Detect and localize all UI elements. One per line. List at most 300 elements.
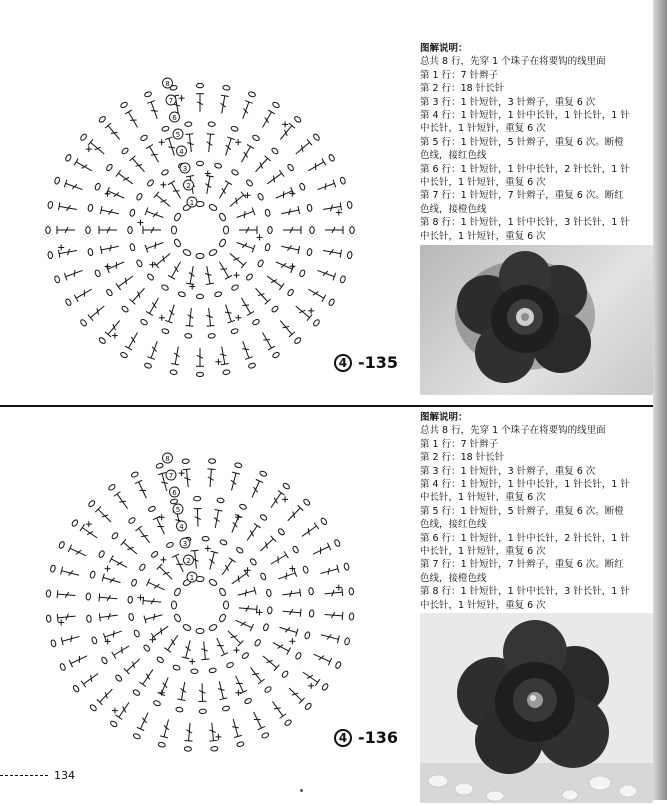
- chain-stitch-symbol: [197, 372, 204, 376]
- notes-line: 第 5 行：1 针短针，5 针辫子，重复 6 次。断橙: [420, 505, 653, 518]
- double-crochet-symbol: [168, 181, 184, 201]
- chain-stitch-symbol: [239, 503, 247, 510]
- diagram-id-circle: 4: [334, 354, 352, 372]
- double-crochet-symbol: [301, 669, 320, 686]
- chain-stitch-symbol: [257, 193, 264, 201]
- double-crochet-symbol: [222, 303, 235, 323]
- single-crochet-symbol: [138, 220, 144, 226]
- single-crochet-symbol: [112, 333, 118, 339]
- notes-line: 中长针，1 针短针，重复 6 次: [420, 491, 653, 504]
- single-crochet-symbol: [235, 690, 241, 696]
- single-crochet-symbol: [179, 470, 185, 476]
- chain-stitch-symbol: [231, 284, 239, 291]
- chain-stitch-symbol: [121, 147, 129, 155]
- double-crochet-symbol: [274, 187, 294, 202]
- chain-stitch-symbol: [120, 101, 128, 108]
- chain-stitch-symbol: [54, 177, 61, 185]
- chain-stitch-symbol: [264, 686, 272, 694]
- single-crochet-symbol: [159, 315, 165, 321]
- chain-stitch-symbol: [153, 700, 161, 707]
- chain-stitch-symbol: [347, 201, 353, 209]
- double-crochet-symbol: [74, 158, 94, 174]
- chain-stitch-symbol: [128, 613, 134, 621]
- round-marker-label: 8: [165, 80, 169, 88]
- chain-stitch-symbol: [196, 254, 204, 259]
- single-crochet-symbol: [234, 647, 240, 653]
- chain-stitch-symbol: [106, 163, 114, 171]
- chain-stitch-symbol: [268, 227, 272, 234]
- diagram-id-number: -136: [358, 728, 398, 747]
- double-crochet-symbol: [203, 176, 214, 195]
- chain-stitch-symbol: [340, 275, 347, 283]
- double-crochet-symbol: [196, 348, 204, 366]
- double-crochet-symbol: [293, 303, 312, 321]
- chain-stitch-symbol: [184, 746, 191, 751]
- chain-stitch-symbol: [72, 685, 80, 693]
- chain-stitch-symbol: [144, 362, 152, 369]
- chain-stitch-symbol: [226, 662, 234, 669]
- chain-stitch-symbol: [197, 83, 204, 87]
- chain-stitch-symbol: [249, 558, 257, 566]
- notes-line: 总共 8 行，先穿 1 个珠子在将要钩的线里面: [420, 55, 653, 68]
- chain-stitch-symbol: [128, 227, 132, 234]
- double-crochet-symbol: [239, 340, 253, 360]
- double-crochet-symbol: [129, 286, 147, 305]
- double-crochet-symbol: [151, 623, 170, 640]
- single-crochet-symbol: [189, 659, 195, 665]
- double-crochet-symbol: [234, 617, 254, 632]
- chain-stitch-symbol: [266, 589, 272, 597]
- double-crochet-symbol: [139, 667, 156, 686]
- round-marker-label: 5: [176, 506, 180, 514]
- chain-stitch-symbol: [151, 550, 159, 558]
- chain-stitch-symbol: [307, 248, 313, 256]
- chain-stitch-symbol: [176, 707, 184, 713]
- chain-stitch-symbol: [128, 517, 136, 525]
- chain-stitch-symbol: [86, 227, 90, 234]
- double-crochet-symbol: [227, 250, 246, 268]
- chain-stitch-symbol: [146, 273, 154, 281]
- single-crochet-symbol: [256, 609, 262, 615]
- round-marker: [170, 112, 180, 122]
- round-marker-label: 1: [190, 574, 194, 582]
- chain-stitch-symbol: [139, 563, 147, 571]
- double-crochet-symbol: [324, 588, 343, 598]
- flower-photo-136: [420, 613, 653, 803]
- chain-stitch-symbol: [211, 746, 218, 751]
- double-crochet-symbol: [215, 680, 227, 699]
- double-crochet-symbol: [112, 642, 132, 658]
- chain-stitch-symbol: [271, 305, 279, 313]
- double-crochet-symbol: [57, 612, 76, 622]
- chain-stitch-symbol: [166, 541, 174, 548]
- print-dot: [300, 789, 303, 792]
- single-crochet-symbol: [86, 146, 92, 152]
- notes-line: 中长针，1 针短针，重复 6 次: [420, 122, 653, 135]
- chain-stitch-symbol: [344, 637, 350, 645]
- chain-stitch-symbol: [136, 193, 143, 201]
- chain-stitch-symbol: [350, 227, 354, 234]
- chain-stitch-symbol: [133, 629, 140, 637]
- chain-stitch-symbol: [294, 115, 302, 123]
- single-crochet-symbol: [308, 683, 314, 689]
- chain-stitch-symbol: [328, 298, 335, 306]
- chain-stitch-symbol: [263, 623, 269, 631]
- chain-stitch-symbol: [303, 498, 311, 506]
- double-crochet-symbol: [277, 318, 295, 337]
- chain-stitch-symbol: [197, 294, 204, 298]
- chain-stitch-symbol: [347, 251, 353, 259]
- chain-stitch-symbol: [101, 656, 108, 664]
- chain-stitch-symbol: [161, 328, 169, 334]
- double-crochet-symbol: [61, 567, 80, 579]
- single-crochet-symbol: [308, 308, 314, 314]
- notes-line: 中长针，1 针短针，重复 6 次: [420, 599, 653, 612]
- double-crochet-symbol: [186, 265, 197, 284]
- chain-stitch-symbol: [219, 539, 227, 545]
- double-crochet-symbol: [165, 303, 178, 323]
- chain-stitch-symbol: [91, 636, 97, 644]
- double-crochet-symbol: [316, 180, 336, 194]
- double-crochet-symbol: [216, 181, 232, 201]
- single-crochet-symbol: [205, 545, 211, 551]
- double-crochet-symbol: [248, 479, 263, 499]
- chain-stitch-symbol: [224, 226, 229, 234]
- chain-stitch-symbol: [261, 732, 269, 739]
- double-crochet-symbol: [283, 226, 301, 234]
- double-crochet-symbol: [265, 170, 284, 187]
- chain-stitch-symbol: [136, 259, 143, 267]
- chain-stitch-symbol: [161, 169, 169, 176]
- chain-stitch-symbol: [321, 683, 329, 691]
- double-crochet-symbol: [205, 134, 215, 153]
- chain-stitch-symbol: [254, 639, 262, 647]
- chain-stitch-symbol: [65, 298, 72, 306]
- double-crochet-symbol: [244, 523, 261, 542]
- double-crochet-symbol: [312, 651, 332, 666]
- chain-stitch-symbol: [129, 243, 135, 251]
- chain-stitch-symbol: [313, 133, 321, 141]
- round-marker-label: 3: [183, 165, 187, 173]
- double-crochet-symbol: [219, 558, 236, 577]
- chain-stitch-symbol: [88, 248, 94, 256]
- chain-stitch-symbol: [172, 226, 177, 234]
- chain-stitch-symbol: [182, 459, 189, 464]
- chain-stitch-symbol: [245, 179, 253, 187]
- round-marker-label: 3: [183, 540, 187, 548]
- double-crochet-symbol: [145, 239, 165, 253]
- chain-stitch-symbol: [260, 572, 267, 580]
- double-crochet-symbol: [282, 589, 301, 599]
- chain-stitch-symbol: [132, 689, 140, 697]
- chain-stitch-symbol: [223, 85, 231, 91]
- footer-dashed-rule: [0, 775, 48, 776]
- chain-stitch-symbol: [281, 670, 289, 678]
- double-crochet-symbol: [250, 710, 265, 730]
- round-marker: [173, 504, 183, 514]
- chain-stitch-symbol: [320, 517, 328, 525]
- pattern-section-136: [0, 405, 653, 805]
- notes-line: 第 7 行：1 针短针，7 针辫子，重复 6 次。断红: [420, 558, 653, 571]
- round-marker: [177, 146, 187, 156]
- chain-stitch-symbol: [222, 706, 230, 712]
- double-crochet-symbol: [203, 265, 214, 284]
- round-marker-label: 8: [165, 455, 169, 463]
- chain-stitch-symbol: [194, 496, 201, 501]
- single-crochet-symbol: [215, 359, 221, 365]
- single-crochet-symbol: [336, 585, 342, 591]
- double-crochet-symbol: [222, 137, 235, 157]
- chain-stitch-symbol: [111, 532, 119, 540]
- chain-stitch-symbol: [241, 652, 249, 660]
- notes-line: 中长针，1 针短针，重复 6 次: [420, 545, 653, 558]
- diagram-id-circle: 4: [334, 729, 352, 747]
- chain-stitch-symbol: [231, 126, 239, 132]
- chain-stitch-symbol: [217, 498, 225, 504]
- double-crochet-symbol: [208, 722, 218, 741]
- chain-stitch-symbol: [208, 203, 217, 211]
- single-crochet-symbol: [105, 566, 111, 572]
- single-crochet-symbol: [112, 708, 118, 714]
- chain-stitch-symbol: [185, 122, 192, 127]
- chain-stitch-symbol: [121, 305, 129, 313]
- double-crochet-symbol: [165, 137, 178, 157]
- double-crochet-symbol: [64, 180, 84, 194]
- single-crochet-symbol: [160, 182, 166, 188]
- double-crochet-symbol: [218, 95, 229, 114]
- chain-stitch-symbol: [309, 610, 314, 617]
- notes-line: 第 4 行：1 针短针，1 针中长针，1 针长针，1 针: [420, 109, 653, 122]
- diagram-id-136: [334, 728, 398, 747]
- double-crochet-symbol: [146, 296, 162, 316]
- chain-stitch-symbol: [244, 698, 252, 705]
- chain-stitch-symbol: [335, 661, 342, 669]
- double-crochet-symbol: [282, 607, 301, 616]
- double-crochet-symbol: [168, 260, 184, 280]
- chain-stitch-symbol: [65, 154, 72, 162]
- double-crochet-symbol: [99, 611, 118, 621]
- chain-stitch-symbol: [218, 238, 226, 247]
- notes-line: 总共 8 行，先穿 1 个珠子在将要钩的线里面: [420, 424, 653, 437]
- double-crochet-symbol: [157, 564, 175, 582]
- double-crochet-symbol: [153, 516, 168, 536]
- double-crochet-symbol: [259, 330, 275, 350]
- double-crochet-symbol: [285, 505, 303, 523]
- chain-stitch-symbol: [197, 161, 204, 165]
- chain-stitch-symbol: [248, 362, 256, 369]
- chain-stitch-symbol: [173, 212, 181, 221]
- notes-line: 色线，接红色线: [420, 518, 653, 531]
- chain-stitch-symbol: [173, 664, 181, 670]
- double-crochet-symbol: [238, 145, 254, 165]
- double-crochet-symbol: [106, 258, 126, 273]
- double-crochet-symbol: [81, 670, 100, 687]
- chain-stitch-symbol: [257, 259, 264, 267]
- chain-stitch-symbol: [267, 607, 272, 614]
- chain-stitch-symbol: [208, 122, 215, 127]
- double-crochet-symbol: [324, 610, 343, 619]
- chain-stitch-symbol: [294, 337, 302, 345]
- double-crochet-symbol: [228, 472, 240, 491]
- chain-stitch-symbol: [173, 613, 181, 622]
- notes-title: 图解说明：: [420, 42, 653, 55]
- chain-stitch-symbol: [88, 500, 96, 508]
- double-crochet-symbol: [68, 545, 88, 560]
- chain-stitch-symbol: [214, 163, 222, 169]
- chain-stitch-symbol: [98, 337, 106, 345]
- double-crochet-symbol: [235, 239, 255, 253]
- single-crochet-symbol: [235, 139, 241, 145]
- chain-stitch-symbol: [71, 519, 79, 527]
- double-crochet-symbol: [278, 624, 298, 637]
- page-number: 134: [54, 769, 75, 782]
- double-crochet-symbol: [116, 273, 135, 290]
- chain-stitch-symbol: [148, 505, 156, 512]
- notes-line: 第 2 行：18 针长针: [420, 451, 653, 464]
- chain-stitch-symbol: [259, 470, 267, 477]
- chain-stitch-symbol: [248, 91, 256, 98]
- single-crochet-symbol: [336, 210, 342, 216]
- double-crochet-symbol: [239, 604, 258, 613]
- notes-line: 第 7 行：1 针短针，7 针辫子，重复 6 次。断红: [420, 189, 653, 202]
- round-marker: [187, 197, 197, 207]
- chain-stitch-symbol: [265, 243, 271, 251]
- notes-line: 色线，接红色线: [420, 149, 653, 162]
- notes-line: 第 1 行：7 针辫子: [420, 438, 653, 451]
- chain-stitch-symbol: [271, 147, 279, 155]
- chain-stitch-symbol: [86, 615, 91, 623]
- chain-stitch-symbol: [182, 248, 191, 256]
- notes-line: 第 5 行：1 针短针，5 针辫子，重复 6 次。断橙: [420, 136, 653, 149]
- chain-stitch-symbol: [272, 101, 280, 108]
- double-crochet-symbol: [286, 685, 304, 703]
- round-marker-label: 5: [176, 131, 180, 139]
- chain-stitch-symbol: [196, 629, 204, 634]
- chain-stitch-symbol: [310, 227, 314, 234]
- double-crochet-symbol: [143, 226, 161, 234]
- double-crochet-symbol: [277, 123, 295, 142]
- chain-stitch-symbol: [299, 269, 306, 277]
- round-marker: [187, 572, 197, 582]
- chain-stitch-symbol: [259, 514, 267, 522]
- double-crochet-symbol: [64, 267, 84, 281]
- chain-stitch-symbol: [173, 238, 181, 247]
- chain-stitch-symbol: [46, 590, 51, 597]
- double-crochet-symbol: [147, 579, 167, 594]
- round-marker-label: 6: [172, 114, 177, 122]
- double-crochet-symbol: [238, 296, 254, 316]
- double-crochet-symbol: [277, 569, 297, 583]
- chain-stitch-symbol: [191, 669, 198, 674]
- double-crochet-symbol: [105, 123, 123, 142]
- chain-stitch-symbol: [252, 318, 260, 325]
- chain-stitch-symbol: [161, 126, 169, 132]
- double-crochet-symbol: [185, 723, 194, 742]
- chain-stitch-symbol: [307, 204, 313, 212]
- notes-line: 色线，接橙色线: [420, 203, 653, 216]
- chain-stitch-symbol: [272, 351, 280, 358]
- double-crochet-symbol: [205, 308, 215, 327]
- chain-stitch-symbol: [46, 615, 51, 622]
- double-crochet-symbol: [95, 506, 113, 524]
- chain-stitch-symbol: [120, 351, 128, 358]
- single-crochet-symbol: [235, 315, 241, 321]
- chain-stitch-symbol: [170, 369, 178, 375]
- double-crochet-symbol: [239, 101, 253, 121]
- notes-title: 图解说明：: [420, 411, 653, 424]
- double-crochet-symbol: [311, 543, 331, 558]
- double-crochet-symbol: [137, 711, 152, 731]
- notes-line: 第 6 行：1 针短针，1 针中长针，2 针长针，1 针: [420, 163, 653, 176]
- chain-stitch-symbol: [245, 273, 253, 281]
- flower-photo-135: [420, 245, 653, 395]
- single-crochet-symbol: [282, 496, 288, 502]
- double-crochet-symbol: [247, 665, 264, 684]
- double-crochet-symbol: [306, 158, 326, 174]
- chain-stitch-symbol: [340, 177, 347, 185]
- chain-stitch-symbol: [106, 288, 114, 296]
- round-marker-label: 4: [179, 148, 184, 156]
- chain-stitch-symbol: [304, 702, 312, 710]
- chain-stitch-symbol: [131, 471, 139, 478]
- chain-stitch-symbol: [110, 720, 118, 728]
- chain-stitch-symbol: [218, 613, 226, 622]
- round-marker: [166, 470, 176, 480]
- chain-stitch-symbol: [224, 601, 229, 609]
- round-marker: [180, 538, 190, 548]
- chain-stitch-symbol: [252, 134, 260, 141]
- chain-stitch-symbol: [172, 601, 177, 609]
- double-crochet-symbol: [196, 94, 204, 112]
- double-crochet-symbol: [88, 303, 107, 321]
- double-crochet-symbol: [135, 480, 150, 500]
- single-crochet-symbol: [234, 272, 240, 278]
- double-crochet-symbol: [116, 170, 135, 187]
- double-crochet-symbol: [211, 510, 222, 529]
- double-crochet-symbol: [102, 574, 122, 587]
- chain-stitch-symbol: [284, 719, 292, 727]
- chain-stitch-symbol: [173, 587, 181, 596]
- chain-stitch-symbol: [236, 546, 244, 554]
- double-crochet-symbol: [274, 258, 294, 273]
- chain-stitch-symbol: [202, 536, 209, 541]
- chain-stitch-symbol: [349, 613, 354, 620]
- double-crochet-symbol: [109, 555, 129, 571]
- double-crochet-symbol: [194, 509, 202, 527]
- round-marker-label: 1: [190, 199, 194, 207]
- single-crochet-symbol: [256, 234, 262, 240]
- double-crochet-symbol: [229, 718, 241, 737]
- double-crochet-symbol: [182, 639, 194, 658]
- single-crochet-symbol: [205, 170, 211, 176]
- double-crochet-symbol: [306, 286, 326, 302]
- notes-line: 色线，接橙色线: [420, 572, 653, 585]
- diagram-id-number: -135: [358, 353, 398, 372]
- double-crochet-symbol: [74, 286, 94, 302]
- chain-stitch-symbol: [223, 369, 231, 375]
- chain-stitch-symbol: [80, 133, 88, 141]
- double-crochet-symbol: [320, 631, 339, 643]
- chain-stitch-symbol: [208, 578, 217, 586]
- chain-stitch-symbol: [208, 459, 215, 464]
- chain-stitch-symbol: [131, 579, 137, 587]
- double-crochet-symbol: [258, 536, 277, 554]
- chain-stitch-symbol: [50, 565, 56, 573]
- double-crochet-symbol: [164, 633, 181, 652]
- round-marker: [180, 163, 190, 173]
- double-crochet-symbol: [147, 101, 161, 121]
- chain-stitch-symbol: [214, 291, 222, 297]
